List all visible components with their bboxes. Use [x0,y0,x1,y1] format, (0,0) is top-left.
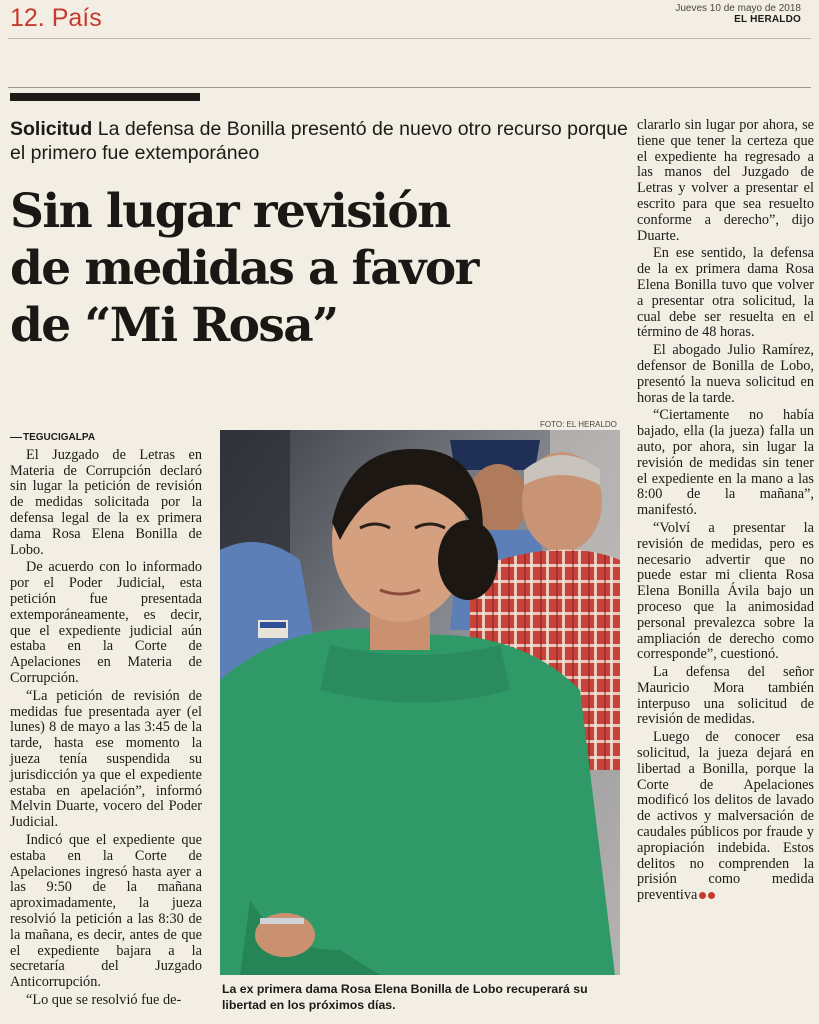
final-paragraph-text: Luego de conocer esa solicitud, la jueza dejará en libertad a Bonilla, porque la Corte de Apelaciones modificó los delitos de lavado de activos y malversación de caudales públicos por fraude y apropiación indebida. Estos delitos no comprenden la prisión como medida preventiva [637,729,814,904]
body-column-right [637,118,814,906]
masthead-info [675,3,801,25]
kicker-label: Solicitud [10,118,93,140]
page-section-label: 12. País [10,4,102,32]
end-mark-icon [708,892,715,899]
article-kicker [10,117,628,165]
end-mark-icon [699,892,706,899]
article-headline [10,183,630,354]
body-paragraph: “Volví a presentar la revisión de medidas, pero es necesario advertir que no puede estar mi clienta Rosa Elena Bonilla Ávila bajo un proceso que la animosidad personal prevalezca sobre la ampliación de derecho como corresponde”, cuestionó. [637,519,814,663]
dateline: TEGUCIGALPA [10,430,202,446]
body-paragraph-final [637,730,814,904]
headline-line-2: de medidas a favor [10,241,478,296]
body-paragraph: “Lo que se resolvió fue de- [26,991,182,1008]
section-divider [8,87,811,88]
article-top-bar [10,93,200,101]
issue-date: Jueves 10 de mayo de 2018 [675,3,801,14]
headline-line-1: Sin lugar revisión [10,184,450,239]
body-paragraph: En ese sentido, la defensa de la ex primera dama Rosa Elena Bonilla tuvo que volver a presentar otra solicitud, la cual debe ser resuelta en el término de 48 horas. [637,245,814,341]
photo-credit: FOTO: EL HERALDO [540,420,617,429]
body-paragraph: clararlo sin lugar por ahora, se tiene que tener la certeza que el expediente ha regresado a las manos del Juzgado de Letras y volver a presentar el escrito para que sea resuelto conforme a derecho”, dijo Duarte. [637,117,814,244]
photo-illustration [220,430,620,975]
body-paragraph: “La petición de revisión de medidas fue presentada ayer (el lunes) 8 de mayo a las 3:45 de la tarde, hasta ese momento la jueza tenía suspendida su jurisdicción ya que el expediente estaba en apelación”, informó Melvin Duarte, vocero del Poder Judicial. [10,687,202,831]
headline-line-3: de “Mi Rosa” [10,298,338,353]
publication-name: EL HERALDO [734,14,801,25]
body-paragraph: La defensa del señor Mauricio Mora también interpuso una solicitud de revisión de medidas. [637,664,814,728]
header-divider [8,38,811,39]
photo-caption: La ex primera dama Rosa Elena Bonilla de Lobo recuperará su libertad en los próximos días. [222,982,588,1012]
body-paragraph: De acuerdo con lo informado por el Poder Judicial, esta petición fue presentada extemporáneamente, es decir, que el expediente judicial aún estaba en la Corte de Apelaciones en Materia de Corrupción. [10,559,202,686]
kicker-text: La defensa de Bonilla presentó de nuevo otro recurso porque el primero fue extemporáneo [10,118,628,164]
body-paragraph: Indicó que el expediente que estaba en la Corte de Apelaciones ingresó hasta ayer a las 9:50 de la mañana aproximadamente, la jueza resolvió la petición a las 8:30 de la mañana, es decir, antes de que el expediente bajara a la secretaría del Juzgado Anticorrupción. [10,831,202,991]
article-photo [220,430,620,975]
body-paragraph: “Ciertamente no había bajado, ella (la jueza) falla un auto, por ahora, sin lugar la revisión de medidas sin tener el expediente en la mano a las 8:00 de la mañana”, manifestó. [637,407,814,519]
body-column-left [10,430,202,1011]
body-paragraph: El abogado Julio Ramírez, defensor de Bonilla de Lobo, presentó la nueva solicitud en horas de la tarde. [637,342,814,406]
body-paragraph: El Juzgado de Letras en Materia de Corrupción declaró sin lugar la petición de revisión de medidas solicitada por la defensa legal de la ex primera dama Rosa Elena Bonilla de Lobo. [10,446,202,558]
